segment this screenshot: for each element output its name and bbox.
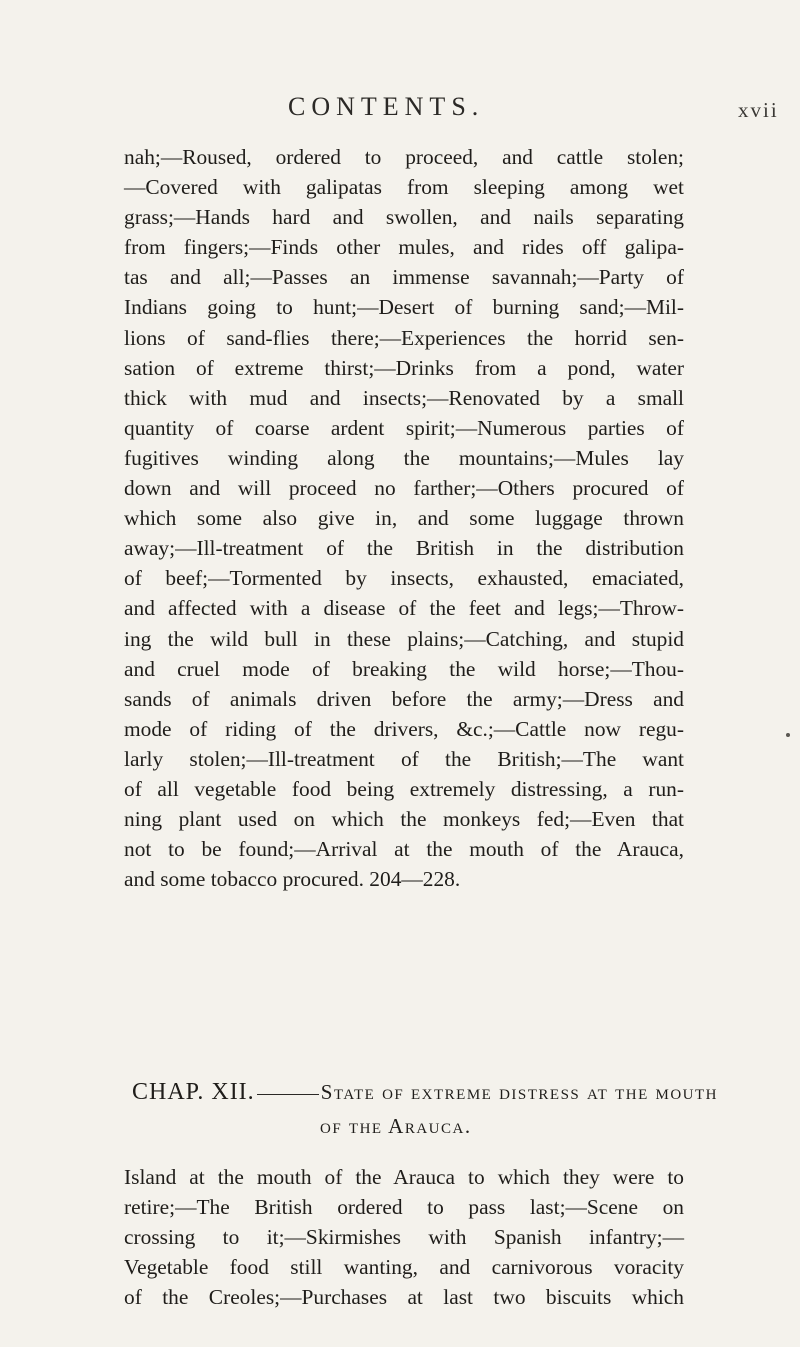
text-line: mode of riding of the drivers, &c.;—Cattle now regu- — [124, 716, 684, 741]
text-line: —Covered with galipatas from sleeping among wet — [124, 175, 684, 200]
chapter-label: CHAP. XII. — [132, 1079, 255, 1105]
margin-speck — [786, 733, 790, 737]
chapter-title-line-1: State of extreme distress at the mouth — [320, 1080, 718, 1104]
text-line: and cruel mode of breaking the wild horse;—Thou- — [124, 656, 684, 681]
text-line: nah;—Roused, ordered to proceed, and cattle stolen; — [124, 145, 684, 169]
text-line: crossing to it;—Skirmishes with Spanish infantry;— — [124, 1225, 684, 1250]
text-line: and affected with a disease of the feet and legs;—Throw- — [124, 596, 684, 621]
text-line: larly stolen;—Ill-treatment of the British;—The want — [124, 746, 684, 771]
text-line: lions of sand-flies there;—Experiences the horrid sen- — [124, 325, 684, 350]
text-line: fugitives winding along the mountains;—Mules lay — [124, 445, 684, 470]
text-line: Island at the mouth of the Arauca to which they were to — [124, 1165, 684, 1189]
text-line: quantity of coarse ardent spirit;—Numerous parties of — [124, 415, 684, 440]
text-line: tas and all;—Passes an immense savannah;—Party of — [124, 265, 684, 290]
running-head: CONTENTS. — [288, 92, 485, 121]
text-line: Indians going to hunt;—Desert of burning sand;—Mil- — [124, 295, 684, 320]
text-line: from fingers;—Finds other mules, and rides off galipa- — [124, 235, 684, 260]
text-line: of all vegetable food being extremely distressing, a run- — [124, 776, 684, 801]
page-number: xvii — [738, 98, 779, 122]
text-line: not to be found;—Arrival at the mouth of the Arauca, — [124, 837, 684, 862]
text-line: sands of animals driven before the army;—Dress and — [124, 686, 684, 711]
chapter-title-line-2: of the Arauca. — [320, 1114, 472, 1138]
contents-paragraph-1 — [124, 142, 684, 894]
text-line: thick with mud and insects;—Renovated by a small — [124, 385, 684, 410]
contents-paragraph-2 — [124, 1162, 684, 1312]
text-line: down and will proceed no farther;—Others procured of — [124, 476, 684, 501]
text-line: which some also give in, and some luggage thrown — [124, 506, 684, 531]
text-line: Vegetable food still wanting, and carnivorous voracity — [124, 1255, 684, 1280]
text-line: of beef;—Tormented by insects, exhausted, emaciated, — [124, 566, 684, 591]
text-line: ning plant used on which the monkeys fed;—Even that — [124, 807, 684, 832]
text-line: retire;—The British ordered to pass last;—Scene on — [124, 1195, 684, 1220]
text-line: of the Creoles;—Purchases at last two biscuits which — [124, 1285, 684, 1310]
text-line-page-range: and some tobacco procured. 204—228. — [124, 867, 461, 892]
text-line: grass;—Hands hard and swollen, and nails separating — [124, 205, 684, 230]
heading-rule — [257, 1094, 319, 1095]
chapter-heading — [132, 1075, 718, 1143]
text-line: sation of extreme thirst;—Drinks from a pond, water — [124, 355, 684, 380]
page-header — [0, 92, 800, 132]
text-line: ing the wild bull in these plains;—Catching, and stupid — [124, 626, 684, 651]
text-line: away;—Ill-treatment of the British in the distribution — [124, 536, 684, 561]
